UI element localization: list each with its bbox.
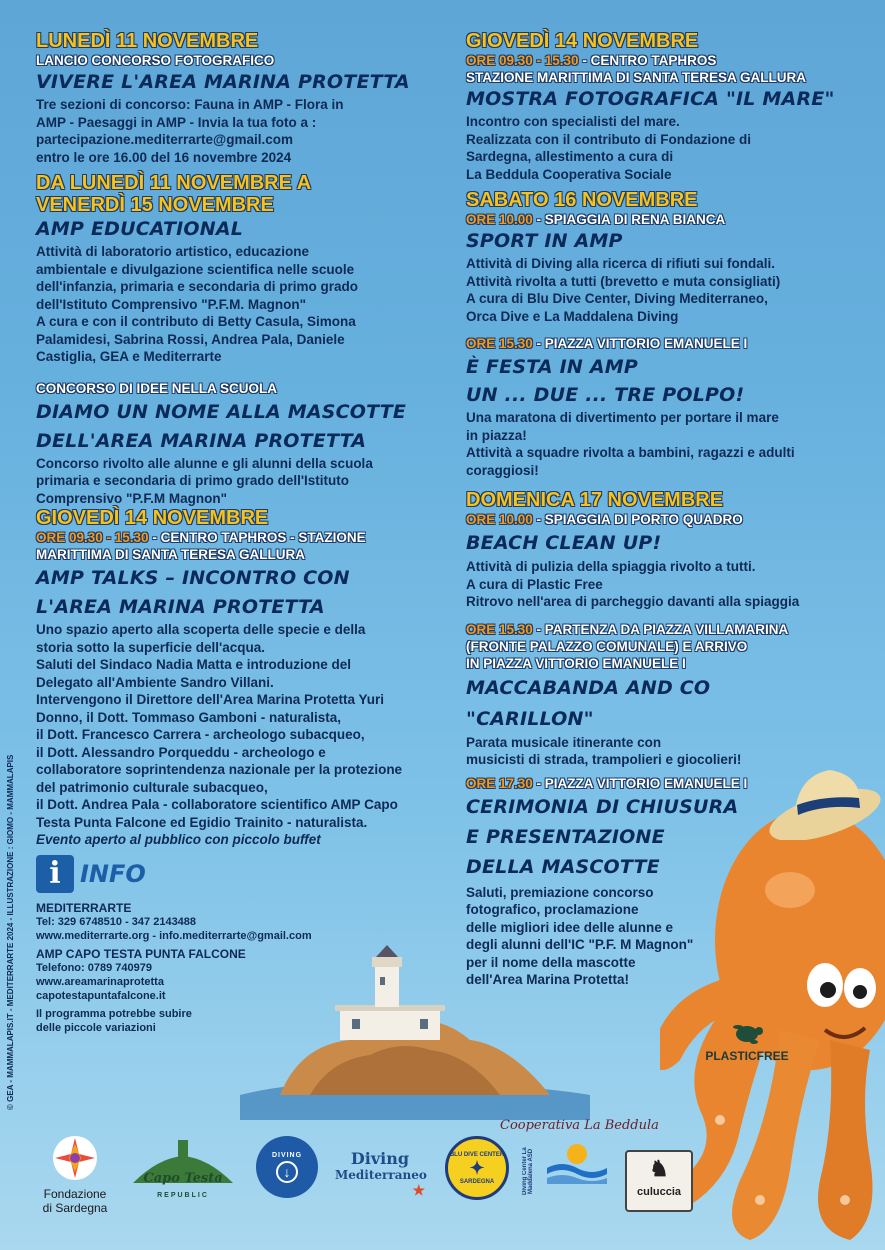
blu-dive-sub: SARDEGNA: [459, 1178, 495, 1185]
info-phone: Telefono: 0789 740979: [36, 961, 152, 974]
body-line: Saluti, premiazione concorso: [466, 884, 654, 900]
diving-label: DIVING: [271, 1151, 303, 1159]
culuccia-label: culuccia: [636, 1186, 682, 1198]
body-line: Saluti del Sindaco Nadia Matta e introduzione del: [36, 657, 352, 672]
event-title: DELL'AREA MARINA PROTETTA: [36, 429, 367, 452]
body-line: Parata musicale itinerante con: [466, 734, 662, 750]
event-time: ORE 09.30 - 15.30: [36, 530, 149, 545]
diver-icon: ✦: [469, 1157, 485, 1178]
event-title: MOSTRA FOTOGRAFICA "IL MARE": [466, 88, 835, 110]
beddula-logo: Cooperativa La Beddula: [500, 1118, 659, 1133]
info-phone: Tel: 329 6748510 - 347 2143488: [36, 915, 197, 928]
event-body: [466, 558, 861, 611]
body-line: Attività di laboratorio artistico, educazione: [36, 244, 310, 259]
event-time: ORE 10.00: [466, 512, 533, 527]
event-title: E PRESENTAZIONE: [466, 825, 665, 848]
maddalena-label: Diving Center La Maddalena ASD: [522, 1147, 534, 1195]
turtle-icon: [730, 1022, 764, 1044]
sun-wave-icon: [547, 1136, 607, 1186]
event-place: - SPIAGGIA DI RENA BIANCA: [532, 212, 726, 227]
day-heading: LUNEDÌ 11 NOVEMBRE: [36, 30, 259, 52]
event-title: DIAMO UN NOME ALLA MASCOTTE: [36, 400, 407, 423]
body-line: dell'Istituto Comprensivo "P.F.M. Magnon": [36, 296, 307, 312]
body-line: Incontro con specialisti del mare.: [466, 114, 680, 129]
body-line: degli alunni dell'IC "P.F. M Magnon": [466, 937, 694, 952]
event-place: IN PIAZZA VITTORIO EMANUELE I: [466, 655, 686, 671]
event-time: ORE 09.30 - 15.30: [466, 53, 579, 68]
body-line: Castiglia, GEA e Mediterrarte: [36, 349, 222, 364]
arrow-down-icon: ↓: [276, 1161, 298, 1183]
blu-dive-center-logo: [442, 1136, 512, 1200]
info-note: Il programma potrebbe subire: [36, 1007, 192, 1020]
event-time-place: [466, 621, 861, 638]
event-body: [36, 621, 441, 849]
capotesta-logo: [128, 1138, 238, 1199]
fondazione-line: Fondazione: [43, 1187, 107, 1201]
event-title: È FESTA IN AMP: [466, 356, 638, 378]
info-org: AMP CAPO TESTA PUNTA FALCONE: [36, 946, 246, 961]
fondazione-star-icon: [51, 1134, 99, 1182]
event-title: AMP EDUCATIONAL: [36, 218, 244, 240]
body-line: Attività a squadre rivolta a bambini, ragazzi e adulti: [466, 445, 795, 460]
body-line: per il nome della mascotte: [466, 954, 636, 970]
body-line: ambientale e divulgazione scientifica nelle scuole: [36, 261, 355, 277]
body-line: il Dott. Alessandro Porqueddu - archeologo e: [36, 744, 326, 760]
body-line: collaboratore soprintendenza nazionale per la protezione: [36, 762, 403, 777]
body-line: Orca Dive e La Maddalena Diving: [466, 308, 679, 324]
body-line: Realizzata con il contributo di Fondazione di: [466, 131, 752, 147]
body-line: Concorso rivolto alle alunne e gli alunni della scuola: [36, 455, 373, 471]
event-title: DELLA MASCOTTE: [466, 855, 660, 878]
day-heading: DOMENICA 17 NOVEMBRE: [466, 489, 724, 511]
event-body: [466, 113, 861, 183]
body-line: Ritrovo nell'area di parcheggio davanti alla spiaggia: [466, 594, 800, 609]
day-heading: SABATO 16 NOVEMBRE: [466, 189, 698, 211]
event-time: ORE 17.30: [466, 775, 533, 791]
body-line: Palamidesi, Sabrina Rossi, Andrea Pala, Daniele: [36, 331, 345, 347]
body-line: storia sotto la superficie dell'acqua.: [36, 639, 266, 655]
horse-icon: ♞: [649, 1156, 669, 1181]
event-time-place: [466, 335, 861, 352]
event-place: - PARTENZA DA PIAZZA VILLAMARINA: [532, 621, 789, 637]
event-title: L'AREA MARINA PROTETTA: [36, 596, 325, 618]
event-place: - CENTRO TAPHROS - STAZIONE: [148, 530, 366, 545]
event-subtitle: LANCIO CONCORSO FOTOGRAFICO: [36, 53, 275, 68]
event-place: - CENTRO TAPHROS: [578, 53, 717, 68]
day-heading: VENERDÌ 15 NOVEMBRE: [36, 194, 274, 216]
body-line: il Dott. Andrea Pala - collaboratore scientifico AMP Capo: [36, 797, 398, 812]
body-line: A cura e con il contributo di Betty Casula, Simona: [36, 314, 356, 329]
body-line: A cura di Blu Dive Center, Diving Mediterraneo,: [466, 291, 768, 306]
day-heading: DA LUNEDÌ 11 NOVEMBRE A: [36, 172, 312, 194]
body-line: dell'Area Marina Protetta!: [466, 972, 630, 987]
event-time: ORE 15.30: [466, 621, 533, 637]
body-line: Tre sezioni di concorso: Fauna in AMP - Flora in: [36, 97, 344, 112]
event-place: STAZIONE MARITTIMA DI SANTA TERESA GALLURA: [466, 70, 806, 85]
fondazione-line: di Sardegna: [42, 1201, 108, 1215]
body-line: Uno spazio aperto alla scoperta delle specie e della: [36, 622, 366, 637]
diving-med-line: Diving: [350, 1149, 410, 1168]
body-line: fotografico, proclamazione: [466, 902, 639, 917]
body-line: coraggiosi!: [466, 462, 539, 478]
body-line: Attività rivolta a tutti (brevetto e muta consigliati): [466, 273, 781, 289]
event-time-place: [466, 52, 861, 69]
info-web-link[interactable]: capotestapuntafalcone.it: [36, 989, 166, 1002]
body-line: AMP - Paesaggi in AMP - Invia la tua foto a :: [36, 114, 317, 130]
event-time-place: [466, 211, 861, 228]
event-time-place: [36, 529, 441, 546]
starfish-icon: ★: [412, 1182, 425, 1198]
diving-mediterraneo-logo: [335, 1150, 425, 1199]
capotesta-label: Capo Testa: [143, 1171, 223, 1186]
event-note: Evento aperto al pubblico con piccolo buffet: [36, 832, 321, 847]
body-line: Comprensivo "P.F.M Magnon": [36, 490, 228, 506]
diving-santa-teresa-logo: [252, 1136, 322, 1198]
info-header: [36, 855, 441, 893]
body-line: musicisti di strada, trampolieri e giocolieri!: [466, 752, 742, 767]
body-line: La Beddula Cooperativa Sociale: [466, 166, 672, 182]
body-line: Testa Punta Falcone ed Egidio Trainito - naturalista.: [36, 814, 368, 830]
event-time: ORE 10.00: [466, 212, 533, 227]
capotesta-sub: REPUBLIC: [157, 1192, 209, 1199]
maddalena-diving-logo: [522, 1136, 612, 1195]
event-body: [466, 255, 861, 325]
event-place: MARITTIMA DI SANTA TERESA GALLURA: [36, 547, 305, 562]
event-title: VIVERE L'AREA MARINA PROTETTA: [36, 71, 410, 93]
lighthouse-island-illustration: [240, 945, 590, 1120]
body-line: Intervengono il Direttore dell'Area Marina Protetta Yuri: [36, 692, 385, 707]
event-title: "CARILLON": [466, 707, 594, 730]
event-title: SPORT IN AMP: [466, 230, 623, 252]
email-link[interactable]: partecipazione.mediterrarte@gmail.com: [36, 132, 293, 147]
body-line: Attività di Diving alla ricerca di rifiuti sui fondali.: [466, 256, 776, 271]
body-line: Donno, il Dott. Tommaso Gamboni - naturalista,: [36, 709, 342, 725]
sponsor-logos: [30, 1130, 860, 1230]
body-line: entro le ore 16.00 del 16 novembre 2024: [36, 149, 292, 165]
body-line: Delegato all'Ambiente Sandro Villani.: [36, 674, 274, 690]
body-line: Una maratona di divertimento per portare il mare: [466, 410, 779, 425]
event-title: CERIMONIA DI CHIUSURA: [466, 795, 739, 818]
day-heading: GIOVEDÌ 14 NOVEMBRE: [36, 507, 269, 529]
event-title: MACCABANDA AND CO: [466, 676, 711, 699]
body-line: Attività di pulizia della spiaggia rivolto a tutti.: [466, 559, 756, 574]
body-line: delle migliori idee delle alunne e: [466, 919, 674, 935]
event-time: ORE 15.30: [466, 336, 533, 351]
event-place: - PIAZZA VITTORIO EMANUELE I: [532, 775, 748, 791]
info-title: INFO: [80, 859, 146, 888]
diving-med-line: Mediterraneo: [335, 1168, 427, 1182]
info-org: MEDITERRARTE: [36, 900, 132, 915]
info-web-link[interactable]: www.mediterrarte.org - info.mediterrarte@gmail.com: [36, 929, 312, 942]
event-time-place: [466, 511, 861, 528]
body-line: in piazza!: [466, 427, 527, 443]
plasticfree-label: PLASTICFREE: [705, 1049, 789, 1063]
body-line: del patrimonio culturale subacqueo,: [36, 779, 268, 795]
event-subtitle: CONCORSO DI IDEE NELLA SCUOLA: [36, 380, 278, 396]
event-body: [36, 243, 441, 366]
event-body: [36, 455, 441, 508]
plasticfree-logo: [702, 1022, 792, 1063]
fondazione-logo: [30, 1134, 120, 1215]
event-title: AMP TALKS – INCONTRO CON: [36, 567, 350, 589]
body-line: dell'infanzia, primaria e secondaria di primo grado: [36, 279, 359, 294]
body-line: Sardegna, allestimento a cura di: [466, 149, 674, 164]
event-place: (FRONTE PALAZZO COMUNALE) E ARRIVO: [466, 638, 748, 654]
info-icon: i: [36, 855, 74, 893]
body-line: il Dott. Francesco Carrera - archeologo subacqueo,: [36, 727, 365, 742]
body-line: A cura di Plastic Free: [466, 576, 603, 592]
info-note: delle piccole variazioni: [36, 1021, 156, 1034]
event-body: [36, 96, 441, 166]
credits-text: © GEA - MAMMALAPIS.IT - MEDITERRARTE 2024 - ILLUSTRAZIONE : GIOMO - MAMMALAPIS: [6, 754, 15, 1110]
straw-hat-illustration: [765, 760, 885, 840]
event-title: UN ... DUE ... TRE POLPO!: [466, 384, 745, 406]
event-body: [466, 409, 861, 479]
blu-dive-label: BLU DIVE CENTER: [449, 1151, 505, 1158]
left-column: [36, 30, 441, 1035]
info-web-link[interactable]: www.areamarinaprotetta: [36, 975, 164, 988]
body-line: primaria e secondaria di primo grado dell'Istituto: [36, 473, 350, 488]
event-place: - PIAZZA VITTORIO EMANUELE I: [532, 336, 748, 351]
event-place: - SPIAGGIA DI PORTO QUADRO: [532, 512, 743, 527]
event-title: BEACH CLEAN UP!: [466, 532, 662, 554]
culuccia-logo: [625, 1150, 693, 1212]
day-heading: GIOVEDÌ 14 NOVEMBRE: [466, 30, 699, 52]
